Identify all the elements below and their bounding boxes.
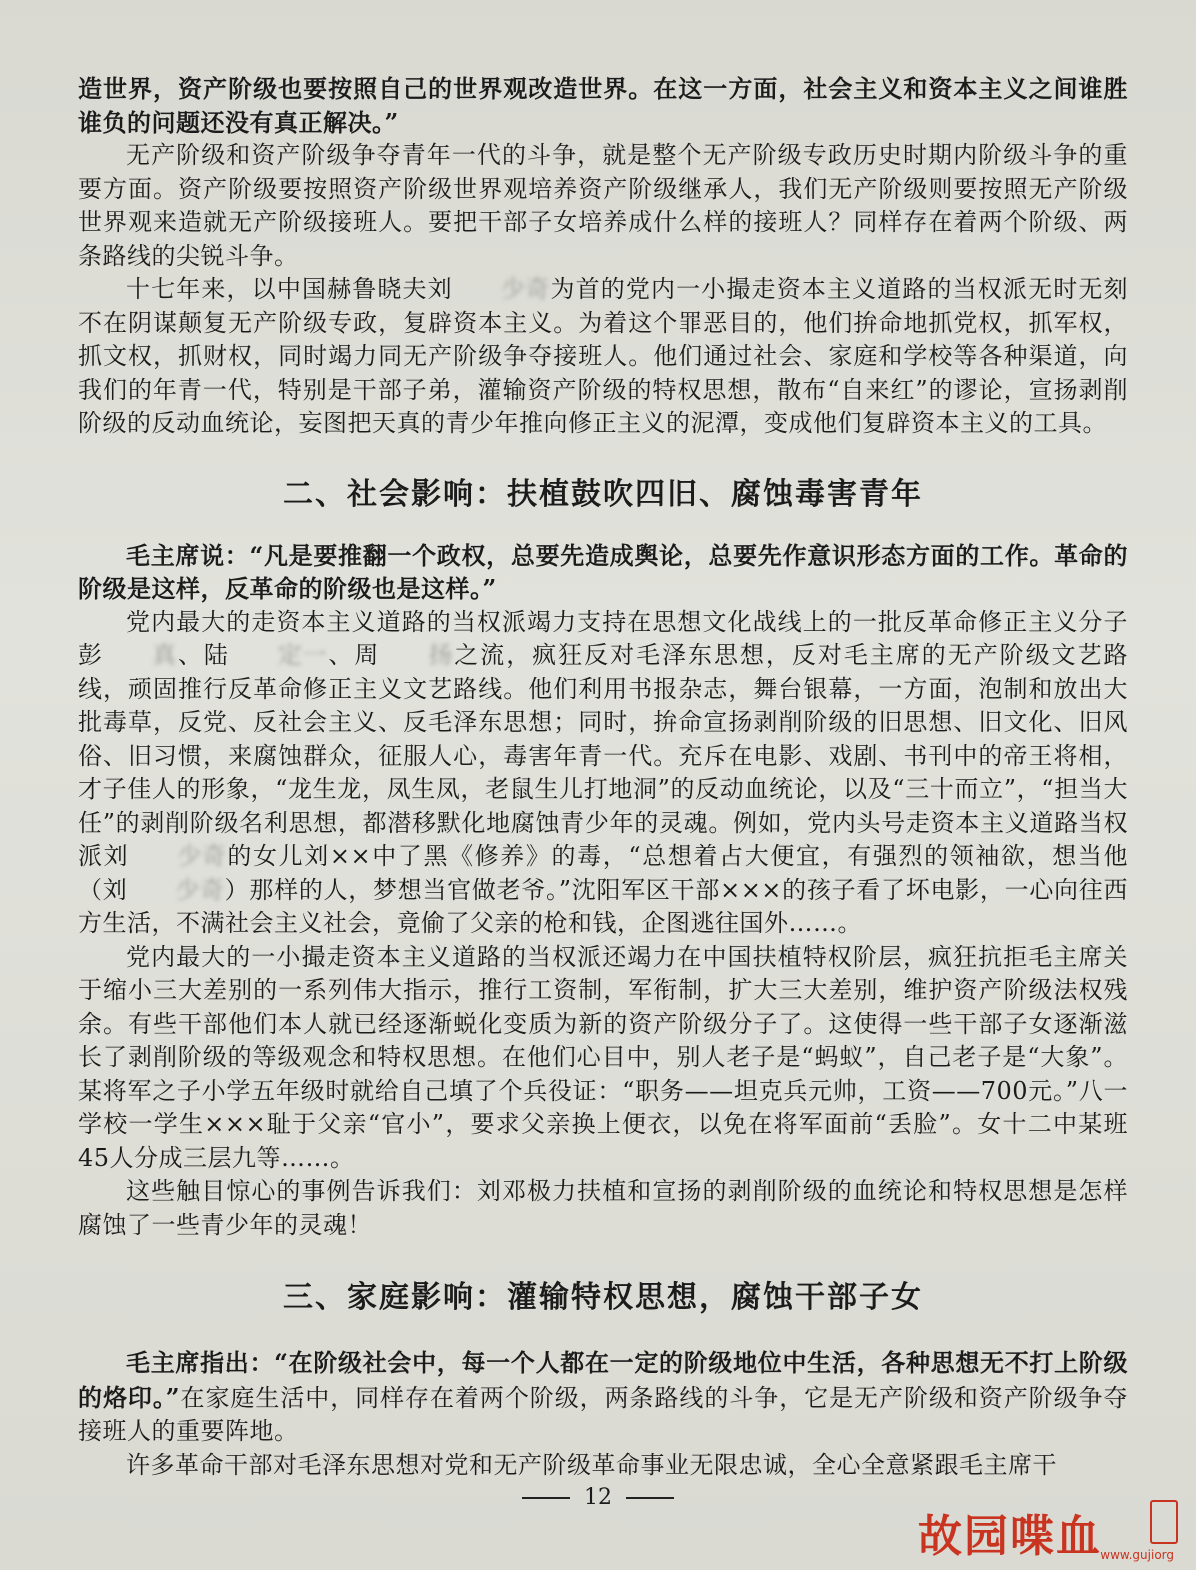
paragraph-cultural-front (78, 606, 1128, 941)
paragraph-struggle-youth: 无产阶级和资产阶级争夺青年一代的斗争，就是整个无产阶级专政历史时期内阶级斗争的重要方面。资产阶级要按照资产阶级世界观培养资产阶级继承人，我们无产阶级则要按照无产阶级世界观来造就无产阶级接班人。要把干部子女培养成什么样的接班人？同样存在着两个阶级、两条路线的尖锐斗争。 (78, 141, 1128, 270)
watermark-url: www.gujiorg (1100, 1548, 1174, 1562)
paragraph-seventeen-years (78, 273, 1128, 441)
paragraph-mao-quote-class (78, 1346, 1128, 1449)
watermark-text: 故园喋血 (918, 1511, 1102, 1562)
text-segment: 在家庭生活中，同样存在着两个阶级，两条路线的斗争，它是无产阶级和资产阶级争夺接班人的重要阵地。 (78, 1383, 1128, 1445)
blurred-name: 真 (151, 641, 177, 669)
blurred-name: 少奇 (175, 875, 225, 904)
blurred-name: 少奇 (500, 275, 550, 303)
text-segment: 、陆 (176, 641, 230, 669)
text-segment-bold: 毛主席指出：“在阶级社会中，每一个人都在一定的阶级地位中生活，各种思想无不打上阶级的烙印。” (78, 1348, 1128, 1412)
text-segment: 的女儿刘××中了黑《修养》的毒，“总想着占大便宜，有强烈的领袖欲，想当他（刘 (78, 842, 1128, 904)
blurred-name: 少奇 (177, 842, 227, 870)
page-number-text: 12 (584, 1485, 612, 1510)
text-segment: 党内最大的走资本主义道路的当权派竭力支持在思想文化战线上的一批反革命修正主义分子彭 (78, 607, 1128, 669)
text-segment: 十七年来，以中国赫鲁晓夫刘 (126, 275, 453, 303)
paragraph-mao-quote-opinion: 毛主席说：“凡是要推翻一个政权，总要先造成舆论，总要先作意识形态方面的工作。革命的阶级是这样，反革命的阶级也是这样。” (78, 540, 1128, 603)
blurred-name: 扬 (428, 641, 453, 669)
text-segment: ）那样的人，梦想当官做老爷。”沈阳军区干部×××的孩子看了坏电影，一心向往西方生活，不满社会主义社会，竟偷了父亲的枪和钱，企图逃往国外……。 (78, 875, 1128, 937)
text-segment: 、周 (326, 641, 381, 669)
dash-right (626, 1497, 674, 1499)
paragraph-quote-end: 造世界，资产阶级也要按照自己的世界观改造世界。在这一方面，社会主义和资本主义之间谁胜谁负的问题还没有真正解决。” (78, 74, 1128, 137)
watermark-seal (1150, 1500, 1178, 1544)
paragraph-revolutionary-cadres: 许多革命干部对毛泽东思想对党和无产阶级革命事业无限忠诚，全心全意紧跟毛主席干 (126, 1450, 1057, 1479)
section-heading-family: 三、家庭影响：灌输特权思想，腐蚀干部子女 (283, 1280, 923, 1315)
blurred-name: 定一 (277, 641, 327, 669)
dash-left (522, 1497, 570, 1499)
watermark-logo (918, 1500, 1178, 1560)
text-segment: 为首的党内一小撮走资本主义道路的当权派无时无刻不在阴谋颠复无产阶级专政，复辟资本主义。为着这个罪恶目的，他们拚命地抓党权，抓军权，抓文权，抓财权，同时竭力同无产阶级争夺接班人。他们通过社会、家庭和学校等各种渠道，向我们的年青一代，特别是干部子弟，灌输资产阶级的特权思想，散布“自来红”的谬论，宣扬剥削阶级的反动血统论，妄图把天真的青少年推向修正主义的泥潭，变成他们复辟资本主义的工具。 (78, 275, 1129, 437)
paragraph-privileged-stratum: 党内最大的一小撮走资本主义道路的当权派还竭力在中国扶植特权阶层，疯狂抗拒毛主席关于缩小三大差别的一系列伟大指示，推行工资制，军衔制，扩大三大差别，维护资产阶级法权残余。有些干部他们本人就已经逐渐蜕化变质为新的资产阶级分子了。这使得一些干部子女逐渐滋长了剥削阶级的等级观念和特权思想。在他们心目中，别人老子是“蚂蚁”，自己老子是“大象”。某将军之子小学五年级时就给自己填了个兵役证：“职务——坦克兵元帅，工资——700元。”八一学校一学生×××耻于父亲“官小”，要求父亲换上便衣，以免在将军面前“丢脸”。女十二中某班45人分成三层九等……。 (78, 942, 1128, 1172)
text-segment: 之流，疯狂反对毛泽东思想，反对毛主席的无产阶级文艺路线，顽固推行反革命修正主义文艺路线。他们利用书报杂志，舞台银幕，一方面，泡制和放出大批毒草，反党、反社会主义、反毛泽东思想；同时，拚命宣扬剥削阶级的旧思想、旧文化、旧风俗、旧习惯，来腐蚀群众，征服人心，毒害年青一代。充斥在电影、戏剧、书刊中的帝王将相，才子佳人的形象，“龙生龙，凤生凤，老鼠生儿打地洞”的反动血统论，以及“三十而立”，“担当大任”的剥削阶级名利思想，都潜移默化地腐蚀青少年的灵魂。例如，党内头号走资本主义道路当权派刘 (78, 641, 1129, 870)
section-heading-social: 二、社会影响：扶植鼓吹四旧、腐蚀毒害青年 (283, 476, 923, 512)
paragraph-shocking-examples: 这些触目惊心的事例告诉我们：刘邓极力扶植和宣扬的剥削阶级的血统论和特权思想是怎样腐蚀了一些青少年的灵魂！ (78, 1177, 1128, 1239)
